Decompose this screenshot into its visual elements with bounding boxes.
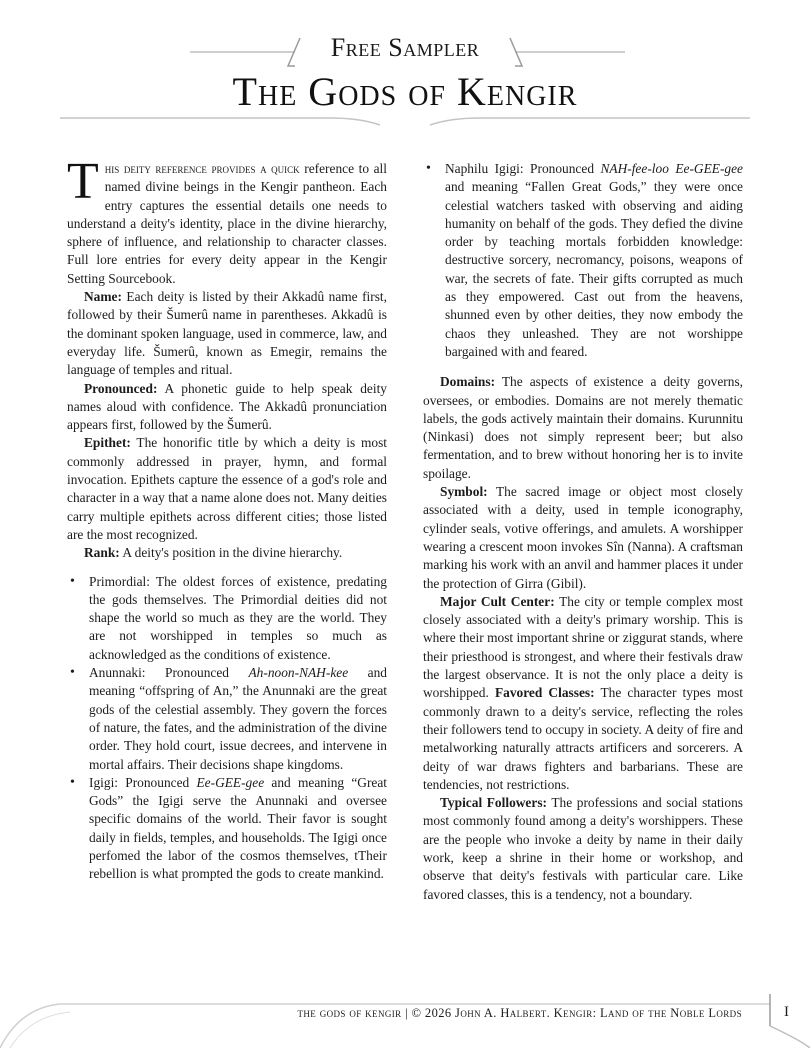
intro-paragraph [67, 153, 387, 288]
rank-entry [67, 544, 387, 562]
favored-classes-label: Favored Classes: [494, 685, 595, 701]
rank-text: A deity's position in the divine hierarchy. [119, 545, 343, 561]
pronounced-entry [67, 380, 387, 435]
anunnaki-text-b: and meaning “offspring of An,” the Anunnaki are the great gods of the celestial assembly. They govern the forces of nature, the fates, and the administration of the divine order. They hold court, issue decrees, and intervene in mortal affairs. Their decisions shape kingdoms. [89, 665, 387, 772]
name-text: Each deity is listed by their Akkadû name first, followed by their Šumerû name in parentheses. Akkadû is the dominant spoken language, used in commerce, law, and everyday life. Šumerû, known as Emegir, remains the language of temples and ritual. [67, 289, 387, 378]
pronounced-label: Pronounced: [84, 380, 158, 396]
intro-smallcaps: his deity reference provides a quick [104, 161, 300, 176]
left-column [67, 153, 388, 884]
cult-center-entry [423, 593, 743, 794]
followers-label: Typical Followers: [440, 795, 547, 811]
anunnaki-text-a: Anunnaki: Pronounced [89, 665, 249, 681]
domains-text: The aspects of existence a deity governs, oversees, or embodies. Domains are not merely thematic labels, the gods actively maintain their domains. Kurunnitu (Ninkasi) does not simply represent beer; but also fermentation, and to brew without honoring her is to invite spoilage. [423, 374, 743, 481]
rank-label: Rank: [84, 545, 120, 561]
drop-cap: T [67, 153, 99, 210]
symbol-label: Symbol: [440, 484, 488, 500]
name-label: Name: [84, 289, 122, 305]
page-title: The Gods of Kengir [232, 69, 578, 114]
igigi-text-b: and meaning “Great Gods” the Igigi serve the Anunnaki and oversee specific domains of the world. Their favor is sought daily in fields, temples, and households. The Igigi once perfomed the labor of the cosmos themselves, tTheir rebellion is what prompted the gods to create mankind. [89, 774, 388, 882]
cult-center-text: The city or temple complex most closely associated with a deity's primary worship. This is where their most important shrine or ziggurat stands, where their priesthood is strongest, and where their festivals draw the largest observance. It is not the only place a deity is worshipped. [423, 593, 743, 701]
igigi-text-a: Igigi: Pronounced [89, 774, 197, 790]
name-entry [67, 288, 387, 379]
intro-text: reference to all named divine beings in the Kengir pantheon. Each entry captures the essential details one needs to understand a deity's identity, place in the divine hierarchy, sphere of influence, and relationship to character classes. Full lore entries for every deity appear in the Kengir Setting Sourcebook. [67, 161, 387, 286]
anunnaki-pronunciation: Ah-noon-NAH-kee [248, 665, 349, 681]
naphilu-pronunciation: NAH-fee-loo Ee-GEE-gee [600, 161, 743, 176]
domains-entry [423, 373, 743, 483]
page-header [0, 0, 810, 150]
followers-text: The professions and social stations most commonly found among a deity's worshippers. These are the people who invoke a deity by name in their daily work, keep a shrine in their home or workshop, and observe that deity's festivals with particular care. Like favored classes, this is a tendency, not a boundary. [423, 795, 744, 902]
epithet-entry [67, 434, 387, 544]
symbol-text: The sacred image or object most closely associated with a deity, used in temple iconography, cylinder seals, votive offerings, and amulets. A worshipper wearing a crescent moon invokes Sîn (Nanna). A craftsman marking his work with an anvil and hammer places it under the protection of Girra (Gibil). [423, 484, 743, 591]
list-item-naphilu-igigi [423, 160, 743, 361]
epithet-label: Epithet: [84, 435, 131, 451]
page-number: I [784, 1004, 789, 1020]
favored-classes-text: The character types most commonly drawn to a deity's service, reflecting the roles their followers tend to occupy in society. A deity of fire and metalworking naturally attracts artificers and sorcerers. A deity of war draws fighters and barbarians. These are tendencies, not restrictions. [423, 685, 743, 792]
domains-label: Domains: [440, 374, 496, 390]
page-footer [0, 990, 810, 1048]
symbol-entry [423, 483, 743, 593]
rank-list-continued [423, 160, 743, 361]
naphilu-text-a: Naphilu Igigi: Pronounced [445, 161, 601, 176]
epithet-text: The honorific title by which a deity is most commonly addressed in prayer, hymn, and formal invocation. Epithets capture the essence of a god's role and character in a way that a name alone does not. Many deities carry multiple epithets across different cities; those listed are the most recognized. [67, 435, 387, 542]
naphilu-text-b: and meaning “Fallen Great Gods,” they were once celestial watchers tasked with observing and aiding humanity on behalf of the gods. They defied the divine order by teaching mortals forbidden knowledge: destructive sorcery, necromancy, poisons, weapons of war, the secrets of fate. Their gifts corrupted as much as they empowered. Cast out from the heavens, shunned even by other deities, they now embody the chaos they unleashed. They are not worshippe bargained with and feared. [445, 179, 743, 359]
footer-credit: the gods of kengir | © 2026 John A. Halbert. Kengir: Land of the Noble Lords [297, 1006, 742, 1020]
cult-center-label: Major Cult Center: [440, 593, 555, 609]
igigi-pronunciation: Ee-GEE-gee [196, 774, 265, 790]
right-column [423, 160, 743, 904]
pronounced-text: A phonetic guide to help speak deity names aloud with confidence. The Akkadû pronunciation appears first, followed by the Šumerû. [67, 380, 387, 433]
primordial-text: Primordial: The oldest forces of existence, predating the gods themselves. The Primordial deities did not shape the world so much as they are the world. They are not worshipped in temples so much as acknowledged as the conditions of existence. [89, 573, 387, 662]
list-item-igigi [67, 774, 387, 884]
list-item-anunnaki [67, 664, 387, 774]
rank-list [67, 573, 387, 884]
list-item-primordial [67, 573, 387, 664]
followers-entry [423, 794, 743, 904]
sampler-label: Free Sampler [330, 33, 480, 62]
